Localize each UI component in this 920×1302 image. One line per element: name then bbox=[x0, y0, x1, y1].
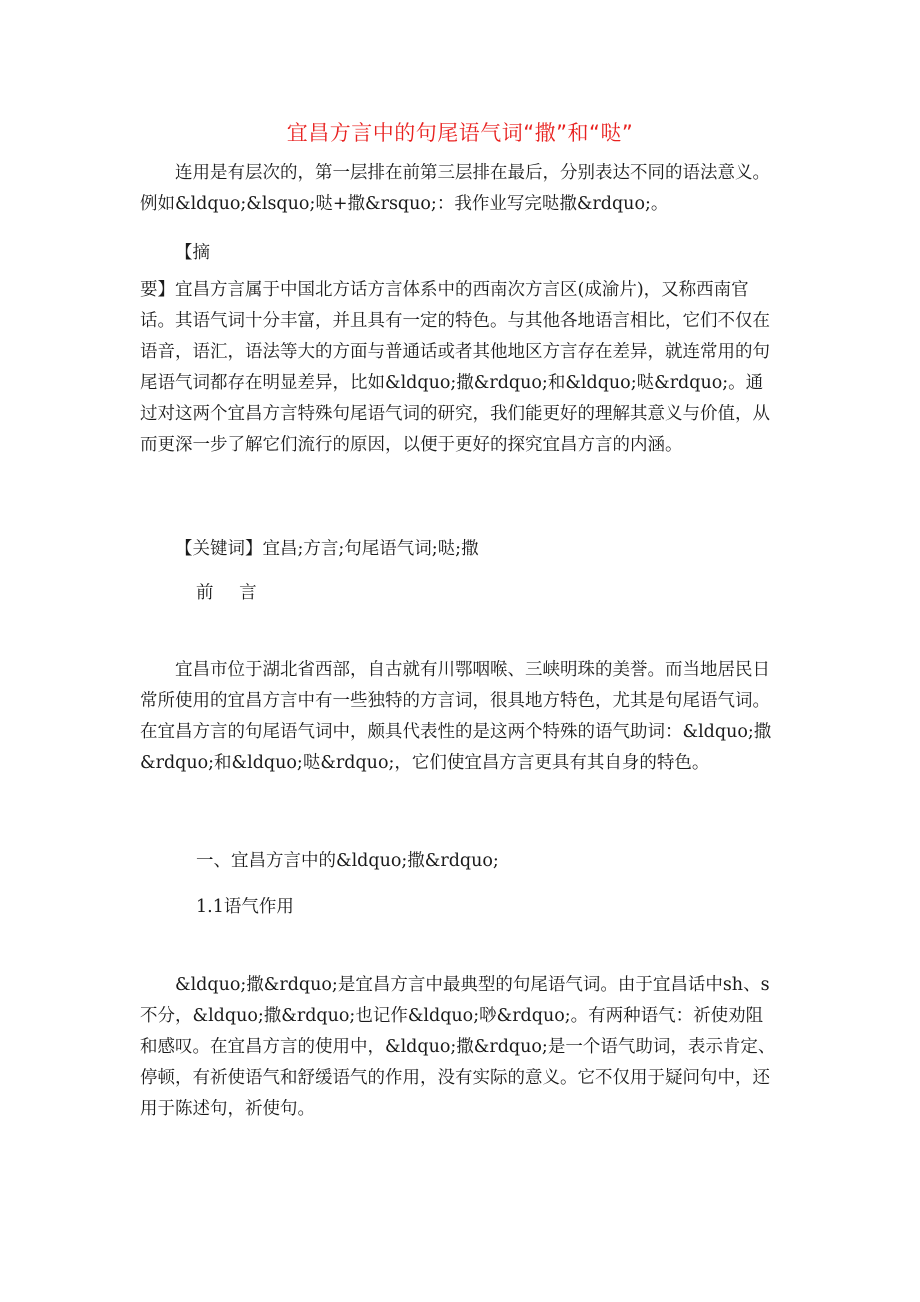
document-title: 宜昌方言中的句尾语气词“撒”和“哒” bbox=[286, 121, 634, 145]
subsection-paragraph: &ldquo;撒&rdquo;是宜昌方言中最典型的句尾语气词。由于宜昌话中sh、s不分，&ldquo;撒&rdquo;也记作&ldquo;唦&rdquo;。有两种语气：祈使劝阻和感叹。在宜昌方言的使用中，&ldquo;撒&rdquo;是一个语气助词，表示肯定、停顿，有祈使语气和舒缓语气的作用，没有实际的意义。它不仅用于疑问句中，还用于陈述句，祈使句。 bbox=[140, 975, 776, 1119]
intro-paragraph: 连用是有层次的，第一层排在前第三层排在最后，分别表达不同的语法意义。例如&ldquo;&lsquo;哒+撒&rsquo;：我作业写完哒撒&rdquo;。 bbox=[140, 163, 770, 214]
abstract-paragraph: 要】宜昌方言属于中国北方话方言体系中的西南次方言区(成渝片)，又称西南官话。其语气词十分丰富，并且具有一定的特色。与其他各地语言相比，它们不仅在语音，语汇，语法等大的方面与普通话或者其他地区方言存在差异，就连常用的句尾语气词都存在明显差异，比如&ldquo;撒&rdquo;和&ldquo;哒&rdquo;。通过对这两个宜昌方言特殊句尾语气词的研究，我们能更好的理解其意义与价值，从而更深一步了解它们流行的原因，以便于更好的探究宜昌方言的内涵。 bbox=[140, 280, 770, 455]
subsection-heading: 1.1语气作用 bbox=[196, 897, 294, 917]
preface-paragraph: 宜昌市位于湖北省西部，自古就有川鄂咽喉、三峡明珠的美誉。而当地居民日常所使用的宜昌方言中有一些独特的方言词，很具地方特色，尤其是句尾语气词。在宜昌方言的句尾语气词中，颇具代表性的是这两个特殊的语气助词：&ldquo;撒&rdquo;和&ldquo;哒&rdquo;，它们使宜昌方言更具有其自身的特色。 bbox=[140, 660, 772, 773]
section-heading: 一、宜昌方言中的&ldquo;撒&rdquo; bbox=[196, 851, 499, 871]
keywords-line: 【关键词】宜昌;方言;句尾语气词;哒;撒 bbox=[175, 539, 479, 559]
abstract-label: 【摘 bbox=[175, 243, 210, 263]
preface-heading: 前 言 bbox=[196, 583, 267, 603]
